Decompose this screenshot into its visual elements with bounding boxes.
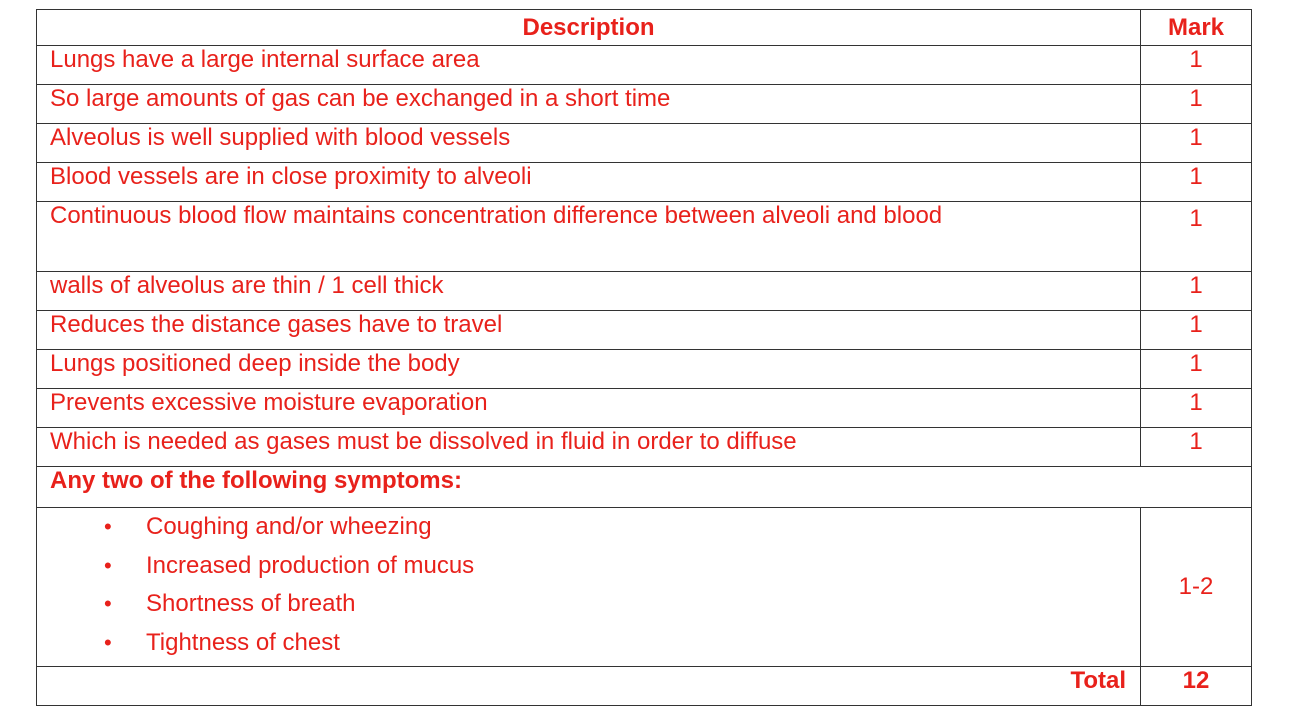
row-description: walls of alveolus are thin / 1 cell thick bbox=[37, 272, 1141, 311]
table-row bbox=[37, 311, 1252, 350]
symptoms-heading-row bbox=[37, 467, 1252, 508]
table-row bbox=[37, 85, 1252, 124]
total-value: 12 bbox=[1141, 667, 1252, 706]
mark-header: Mark bbox=[1141, 10, 1252, 46]
list-item bbox=[50, 589, 1140, 628]
row-description: Continuous blood flow maintains concentration difference between alveoli and blood bbox=[37, 202, 1141, 272]
symptom-text: Tightness of chest bbox=[146, 628, 340, 656]
table-row bbox=[37, 46, 1252, 85]
symptom-text: Increased production of mucus bbox=[146, 551, 475, 579]
row-description: Lungs positioned deep inside the body bbox=[37, 350, 1141, 389]
table-row bbox=[37, 124, 1252, 163]
bullet-icon: • bbox=[104, 552, 112, 578]
row-mark: 1 bbox=[1141, 46, 1252, 85]
row-mark: 1 bbox=[1141, 350, 1252, 389]
symptoms-heading: Any two of the following symptoms: bbox=[37, 467, 1252, 508]
row-description: So large amounts of gas can be exchanged in a short time bbox=[37, 85, 1141, 124]
table-row bbox=[37, 272, 1252, 311]
row-mark: 1 bbox=[1141, 272, 1252, 311]
bullet-icon: • bbox=[104, 629, 112, 655]
table-row bbox=[37, 202, 1252, 272]
bullet-icon: • bbox=[104, 591, 112, 616]
header-row bbox=[37, 10, 1252, 46]
row-description: Blood vessels are in close proximity to alveoli bbox=[37, 163, 1141, 202]
symptoms-list bbox=[50, 512, 1140, 666]
list-item bbox=[50, 628, 1140, 667]
symptoms-list-cell bbox=[37, 508, 1141, 667]
mark-scheme-table bbox=[36, 9, 1252, 706]
table-row bbox=[37, 163, 1252, 202]
table-row bbox=[37, 389, 1252, 428]
list-item bbox=[50, 551, 1140, 590]
list-item bbox=[50, 512, 1140, 551]
total-row bbox=[37, 667, 1252, 706]
row-mark: 1 bbox=[1141, 202, 1252, 272]
symptoms-row bbox=[37, 508, 1252, 667]
row-mark: 1 bbox=[1141, 428, 1252, 467]
row-description: Prevents excessive moisture evaporation bbox=[37, 389, 1141, 428]
table-row bbox=[37, 350, 1252, 389]
row-mark: 1 bbox=[1141, 311, 1252, 350]
symptom-text: Coughing and/or wheezing bbox=[146, 513, 432, 540]
bullet-icon: • bbox=[104, 514, 112, 539]
description-header: Description bbox=[37, 10, 1141, 46]
total-label: Total bbox=[37, 667, 1141, 706]
row-description: Lungs have a large internal surface area bbox=[37, 46, 1141, 85]
symptoms-mark: 1-2 bbox=[1141, 508, 1252, 667]
row-mark: 1 bbox=[1141, 124, 1252, 163]
row-description: Reduces the distance gases have to travel bbox=[37, 311, 1141, 350]
row-mark: 1 bbox=[1141, 163, 1252, 202]
table-row bbox=[37, 428, 1252, 467]
row-description: Which is needed as gases must be dissolved in fluid in order to diffuse bbox=[37, 428, 1141, 467]
symptom-text: Shortness of breath bbox=[146, 590, 356, 617]
row-description: Alveolus is well supplied with blood vessels bbox=[37, 124, 1141, 163]
row-mark: 1 bbox=[1141, 389, 1252, 428]
row-mark: 1 bbox=[1141, 85, 1252, 124]
